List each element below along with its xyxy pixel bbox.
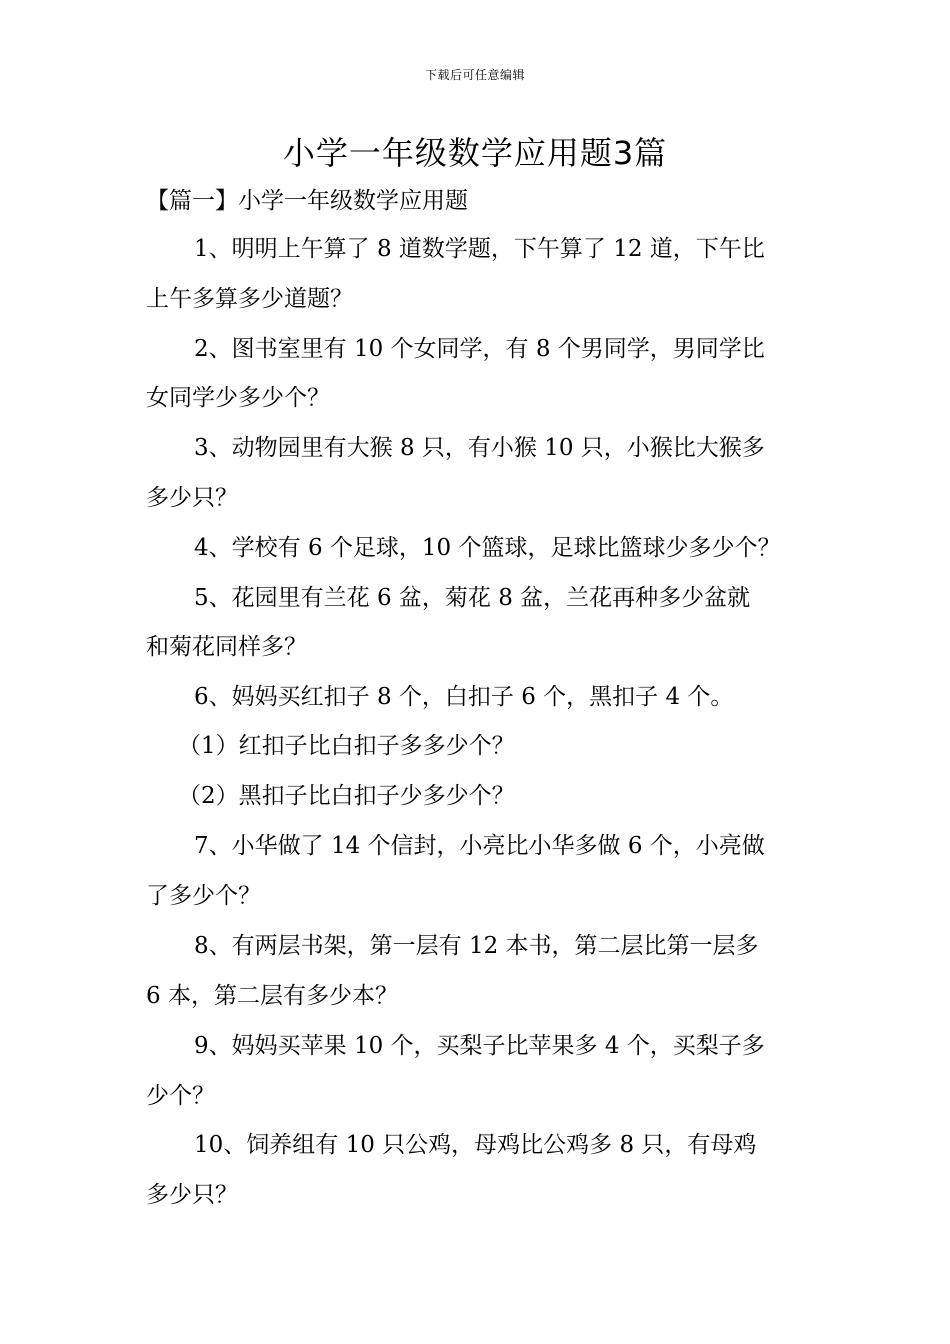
problem-line: 少个？ <box>146 1083 215 1109</box>
problem-line: 多少只？ <box>146 485 238 511</box>
problem-line: 10、饲养组有 10 只公鸡，母鸡比公鸡多 8 只，有母鸡 <box>194 1132 757 1158</box>
document-title: 小学一年级数学应用题3篇 <box>282 134 668 172</box>
problem-line: 2、图书室里有 10 个女同学，有 8 个男同学，男同学比 <box>194 336 765 362</box>
section-heading: 【篇一】小学一年级数学应用题 <box>146 188 468 214</box>
problem-line: 女同学少多少个？ <box>146 385 330 411</box>
problem-line: 6 本，第二层有多少本？ <box>146 983 398 1009</box>
problem-line: 多少只？ <box>146 1182 238 1208</box>
problem-line: 6、妈妈买红扣子 8 个，白扣子 6 个，黑扣子 4 个。 <box>194 684 734 710</box>
problem-line: 了多少个？ <box>146 883 261 909</box>
problem-line: 4、学校有 6 个足球，10 个篮球，足球比篮球少多少个？ <box>194 535 781 561</box>
problem-line: 和菊花同样多？ <box>146 634 307 660</box>
problem-line: 1、明明上午算了 8 道数学题，下午算了 12 道，下午比 <box>194 236 765 262</box>
problem-line: 3、动物园里有大猴 8 只，有小猴 10 只，小猴比大猴多 <box>194 435 765 461</box>
problem-line: 5、花园里有兰花 6 盆，菊花 8 盆，兰花再种多少盆就 <box>194 585 751 611</box>
problem-subline: （2）黑扣子比白扣子少多少个？ <box>178 783 515 809</box>
problem-line: 上午多算多少道题？ <box>146 286 353 312</box>
problem-line: 7、小华做了 14 个信封，小亮比小华多做 6 个，小亮做 <box>194 833 765 859</box>
problem-line: 9、妈妈买苹果 10 个，买梨子比苹果多 4 个，买梨子多 <box>194 1033 765 1059</box>
header-note: 下载后可任意编辑 <box>424 68 525 82</box>
problem-subline: （1）红扣子比白扣子多多少个？ <box>178 733 515 759</box>
problem-line: 8、有两层书架，第一层有 12 本书，第二层比第一层多 <box>194 933 759 959</box>
